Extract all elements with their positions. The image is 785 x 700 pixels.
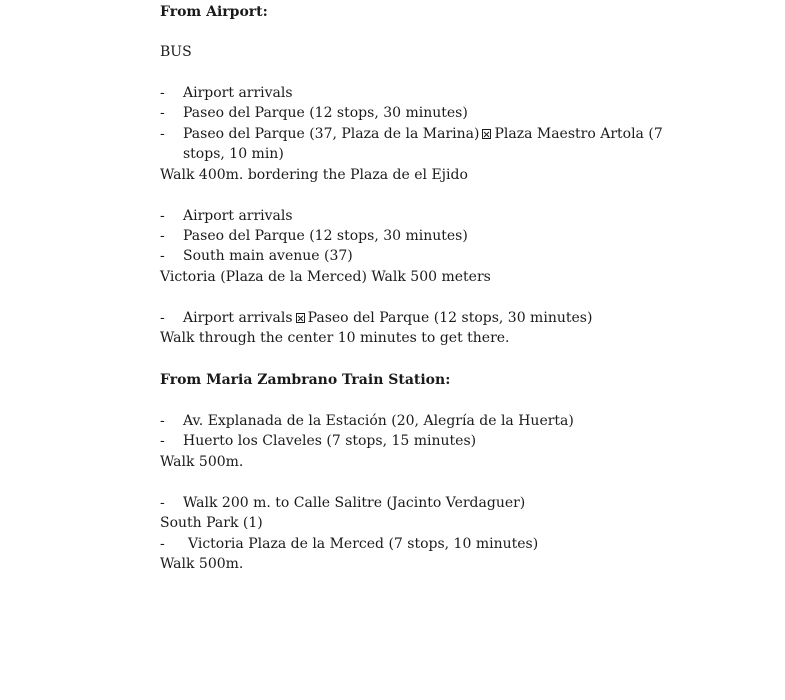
- list-item-text: Airport arrivals: [183, 85, 293, 101]
- list-dash: -: [160, 126, 165, 142]
- list-item-text: Paseo del Parque (12 stops, 30 minutes): [183, 105, 468, 121]
- missing-glyph-arrow-icon: [296, 313, 305, 323]
- list-dash: -: [160, 248, 165, 264]
- missing-glyph-arrow-icon: [482, 129, 491, 139]
- list-item-text: [183, 124, 663, 144]
- list-item-text: [183, 308, 592, 328]
- list-dash: -: [160, 228, 165, 244]
- walk-instruction: Walk 400m. bordering the Plaza de el Ejido: [160, 167, 468, 183]
- list-item-text: Victoria Plaza de la Merced (7 stops, 10 minutes): [188, 536, 539, 552]
- section-heading-airport: From Airport:: [160, 4, 268, 20]
- walk-instruction: Victoria (Plaza de la Merced) Walk 500 meters: [160, 269, 491, 285]
- list-dash: -: [160, 413, 165, 429]
- route-segment-text: Paseo del Parque (37, Plaza de la Marina): [183, 126, 480, 142]
- list-dash: -: [160, 85, 165, 101]
- section-heading-train: From Maria Zambrano Train Station:: [160, 372, 451, 388]
- route-segment-text: Paseo del Parque (12 stops, 30 minutes): [307, 310, 593, 326]
- list-item-text: Av. Explanada de la Estación (20, Alegría de la Huerta): [183, 413, 574, 429]
- list-dash: -: [160, 310, 165, 326]
- walk-instruction: Walk through the center 10 minutes to get there.: [160, 330, 510, 346]
- route-segment-text: Airport arrivals: [183, 310, 293, 326]
- bus-line-label: South Park (1): [160, 515, 263, 531]
- list-item-text: Huerto los Claveles (7 stops, 15 minutes): [183, 433, 477, 449]
- walk-instruction: Walk 500m.: [160, 454, 244, 470]
- list-item-text: Walk 200 m. to Calle Salitre (Jacinto Verdaguer): [183, 495, 526, 511]
- list-dash: -: [160, 208, 165, 224]
- list-item-text: Paseo del Parque (12 stops, 30 minutes): [183, 228, 468, 244]
- list-dash: -: [160, 105, 165, 121]
- walk-instruction: Walk 500m.: [160, 556, 244, 572]
- list-dash: -: [160, 536, 165, 552]
- list-dash: -: [160, 495, 165, 511]
- list-item-text: South main avenue (37): [183, 248, 353, 264]
- list-item-text: Airport arrivals: [183, 208, 293, 224]
- route-segment-text: Plaza Maestro Artola (7: [494, 126, 663, 142]
- transport-mode-label: BUS: [160, 44, 192, 60]
- list-item-text: stops, 10 min): [183, 146, 284, 162]
- list-dash: -: [160, 433, 165, 449]
